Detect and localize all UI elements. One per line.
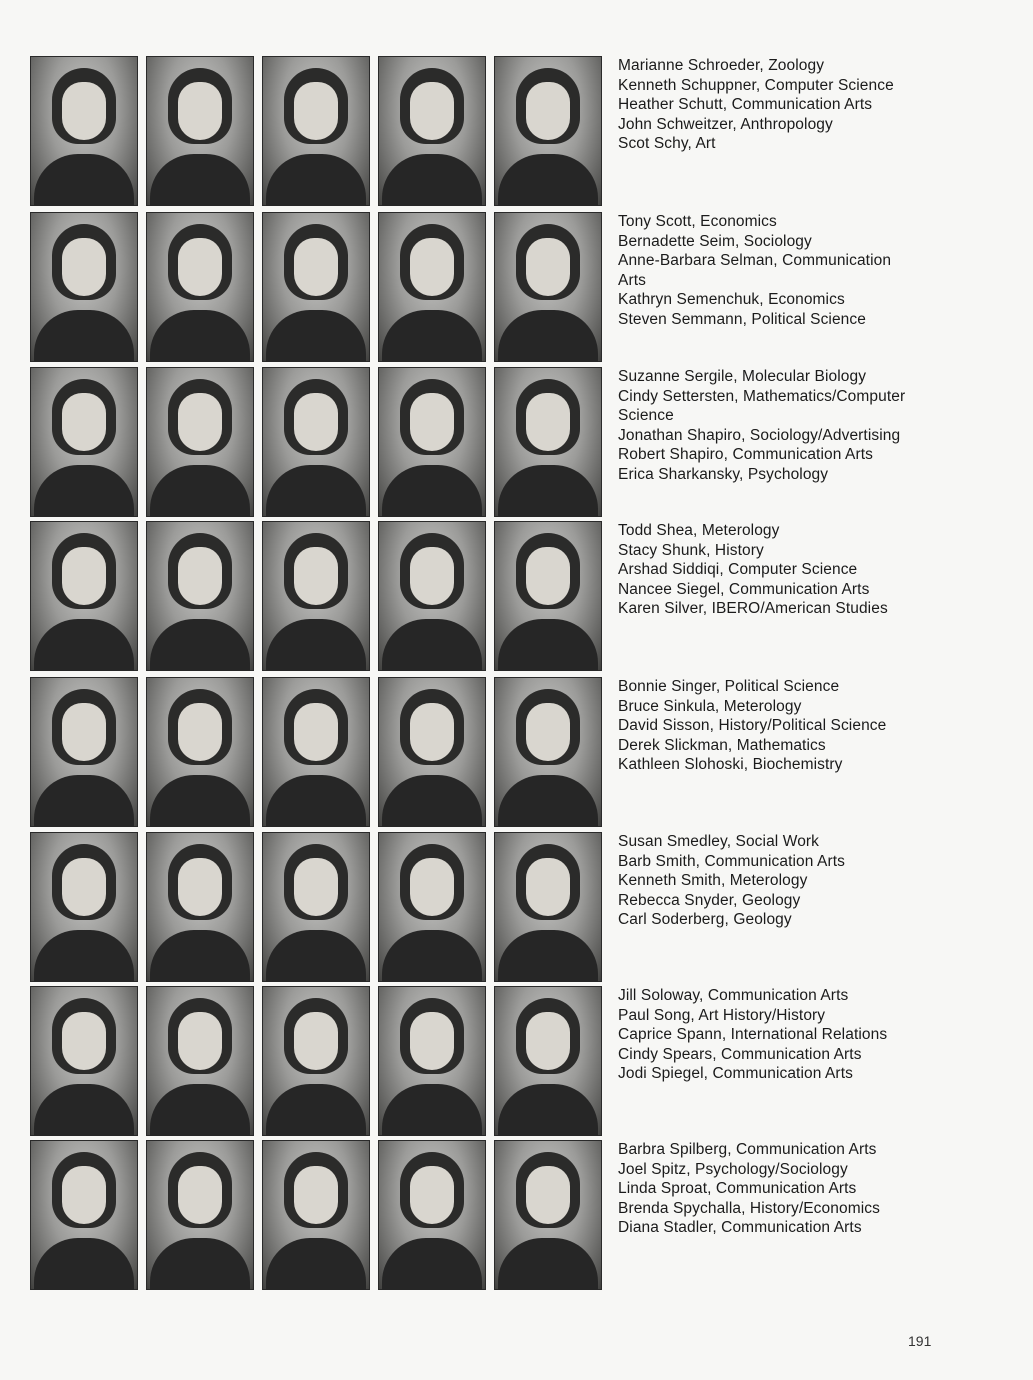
name-line: Caprice Spann, International Relations	[618, 1026, 888, 1043]
portrait-photo	[146, 1140, 254, 1290]
name-line: Todd Shea, Meterology	[618, 522, 780, 539]
name-line: David Sisson, History/Political Science	[618, 717, 887, 734]
name-line: Bonnie Singer, Political Science	[618, 678, 840, 695]
portrait-row	[30, 521, 1020, 671]
name-line: Steven Semmann, Political Science	[618, 310, 866, 328]
portrait-photo	[262, 367, 370, 517]
name-line: Rebecca Snyder, Geology	[618, 891, 801, 909]
portrait-photo	[262, 212, 370, 362]
portrait-photo	[262, 56, 370, 206]
name-line: Joel Spitz, Psychology/Sociology	[618, 1160, 848, 1178]
portrait-photo	[494, 832, 602, 982]
portrait-photo	[494, 1140, 602, 1290]
portrait-photo	[262, 986, 370, 1136]
portrait-photo	[378, 1140, 486, 1290]
name-list	[618, 677, 1018, 775]
name-line: Diana Stadler, Communication Arts	[618, 1219, 862, 1236]
name-line: Jodi Spiegel, Communication Arts	[618, 1065, 853, 1082]
name-line: Suzanne Sergile, Molecular Biology	[618, 368, 867, 385]
name-line: Cindy Spears, Communication Arts	[618, 1045, 862, 1063]
name-line: Susan Smedley, Social Work	[618, 833, 820, 850]
portrait-photo	[30, 1140, 138, 1290]
portrait-photo	[146, 521, 254, 671]
name-line: Jonathan Shapiro, Sociology/Advertising	[618, 426, 901, 444]
portrait-photo	[146, 677, 254, 827]
portrait-photo	[378, 56, 486, 206]
name-line: Paul Song, Art History/History	[618, 1006, 826, 1024]
portrait-row	[30, 56, 1020, 206]
portrait-photo	[30, 986, 138, 1136]
portrait-photo	[30, 677, 138, 827]
portrait-photo	[494, 521, 602, 671]
name-line: Bruce Sinkula, Meterology	[618, 697, 802, 715]
name-list	[618, 832, 1018, 930]
name-line: Derek Slickman, Mathematics	[618, 736, 826, 754]
portrait-photo	[378, 832, 486, 982]
name-line: Kathleen Slohoski, Biochemistry	[618, 756, 843, 773]
name-line: Linda Sproat, Communication Arts	[618, 1180, 857, 1197]
name-line: Tony Scott, Economics	[618, 213, 777, 230]
name-line: Marianne Schroeder, Zoology	[618, 57, 825, 74]
name-line: Arts	[618, 271, 646, 289]
portrait-photo	[262, 832, 370, 982]
name-line: Carl Soderberg, Geology	[618, 911, 792, 928]
portrait-strip	[30, 677, 610, 827]
portrait-photo	[494, 56, 602, 206]
portrait-row	[30, 986, 1020, 1136]
name-list	[618, 56, 1018, 154]
portrait-row	[30, 677, 1020, 827]
name-line: Cindy Settersten, Mathematics/Computer	[618, 387, 906, 405]
name-line: Karen Silver, IBERO/American Studies	[618, 600, 888, 617]
portrait-strip	[30, 212, 610, 362]
portrait-photo	[494, 367, 602, 517]
name-line: Scot Schy, Art	[618, 135, 716, 152]
portrait-photo	[494, 677, 602, 827]
portrait-photo	[262, 1140, 370, 1290]
name-list	[618, 367, 1018, 484]
portrait-strip	[30, 832, 610, 982]
portrait-strip	[30, 56, 610, 206]
portrait-row	[30, 1140, 1020, 1290]
name-line: John Schweitzer, Anthropology	[618, 115, 833, 133]
name-list	[618, 986, 1018, 1084]
portrait-row	[30, 832, 1020, 982]
portrait-photo	[30, 367, 138, 517]
portrait-photo	[30, 521, 138, 671]
portrait-photo	[494, 212, 602, 362]
portrait-photo	[30, 832, 138, 982]
name-line: Brenda Spychalla, History/Economics	[618, 1199, 880, 1217]
name-line: Kenneth Smith, Meterology	[618, 872, 808, 889]
name-line: Barb Smith, Communication Arts	[618, 852, 845, 870]
name-line: Erica Sharkansky, Psychology	[618, 465, 829, 483]
portrait-photo	[30, 56, 138, 206]
name-line: Science	[618, 407, 674, 424]
portrait-photo	[30, 212, 138, 362]
name-list	[618, 212, 1018, 329]
page-number: 191	[908, 1333, 932, 1349]
portrait-photo	[146, 986, 254, 1136]
portrait-row	[30, 367, 1020, 517]
portrait-photo	[378, 677, 486, 827]
name-list	[618, 1140, 1018, 1238]
portrait-photo	[146, 367, 254, 517]
name-line: Kenneth Schuppner, Computer Science	[618, 76, 894, 94]
name-line: Nancee Siegel, Communication Arts	[618, 580, 870, 598]
portrait-photo	[146, 832, 254, 982]
portrait-photo	[262, 521, 370, 671]
name-line: Jill Soloway, Communication Arts	[618, 987, 849, 1004]
name-line: Heather Schutt, Communication Arts	[618, 96, 873, 113]
portrait-photo	[146, 212, 254, 362]
portrait-row	[30, 212, 1020, 362]
portrait-strip	[30, 521, 610, 671]
portrait-photo	[378, 986, 486, 1136]
name-line: Barbra Spilberg, Communication Arts	[618, 1141, 877, 1158]
portrait-photo	[494, 986, 602, 1136]
name-line: Arshad Siddiqi, Computer Science	[618, 561, 858, 578]
portrait-photo	[262, 677, 370, 827]
portrait-photo	[378, 367, 486, 517]
name-list	[618, 521, 1018, 619]
name-line: Stacy Shunk, History	[618, 541, 764, 559]
portrait-photo	[146, 56, 254, 206]
portrait-strip	[30, 1140, 610, 1290]
name-line: Kathryn Semenchuk, Economics	[618, 291, 845, 308]
portrait-strip	[30, 986, 610, 1136]
name-line: Anne-Barbara Selman, Communication	[618, 252, 892, 269]
name-line: Bernadette Seim, Sociology	[618, 232, 812, 250]
portrait-photo	[378, 521, 486, 671]
portrait-photo	[378, 212, 486, 362]
portrait-strip	[30, 367, 610, 517]
name-line: Robert Shapiro, Communication Arts	[618, 446, 873, 463]
